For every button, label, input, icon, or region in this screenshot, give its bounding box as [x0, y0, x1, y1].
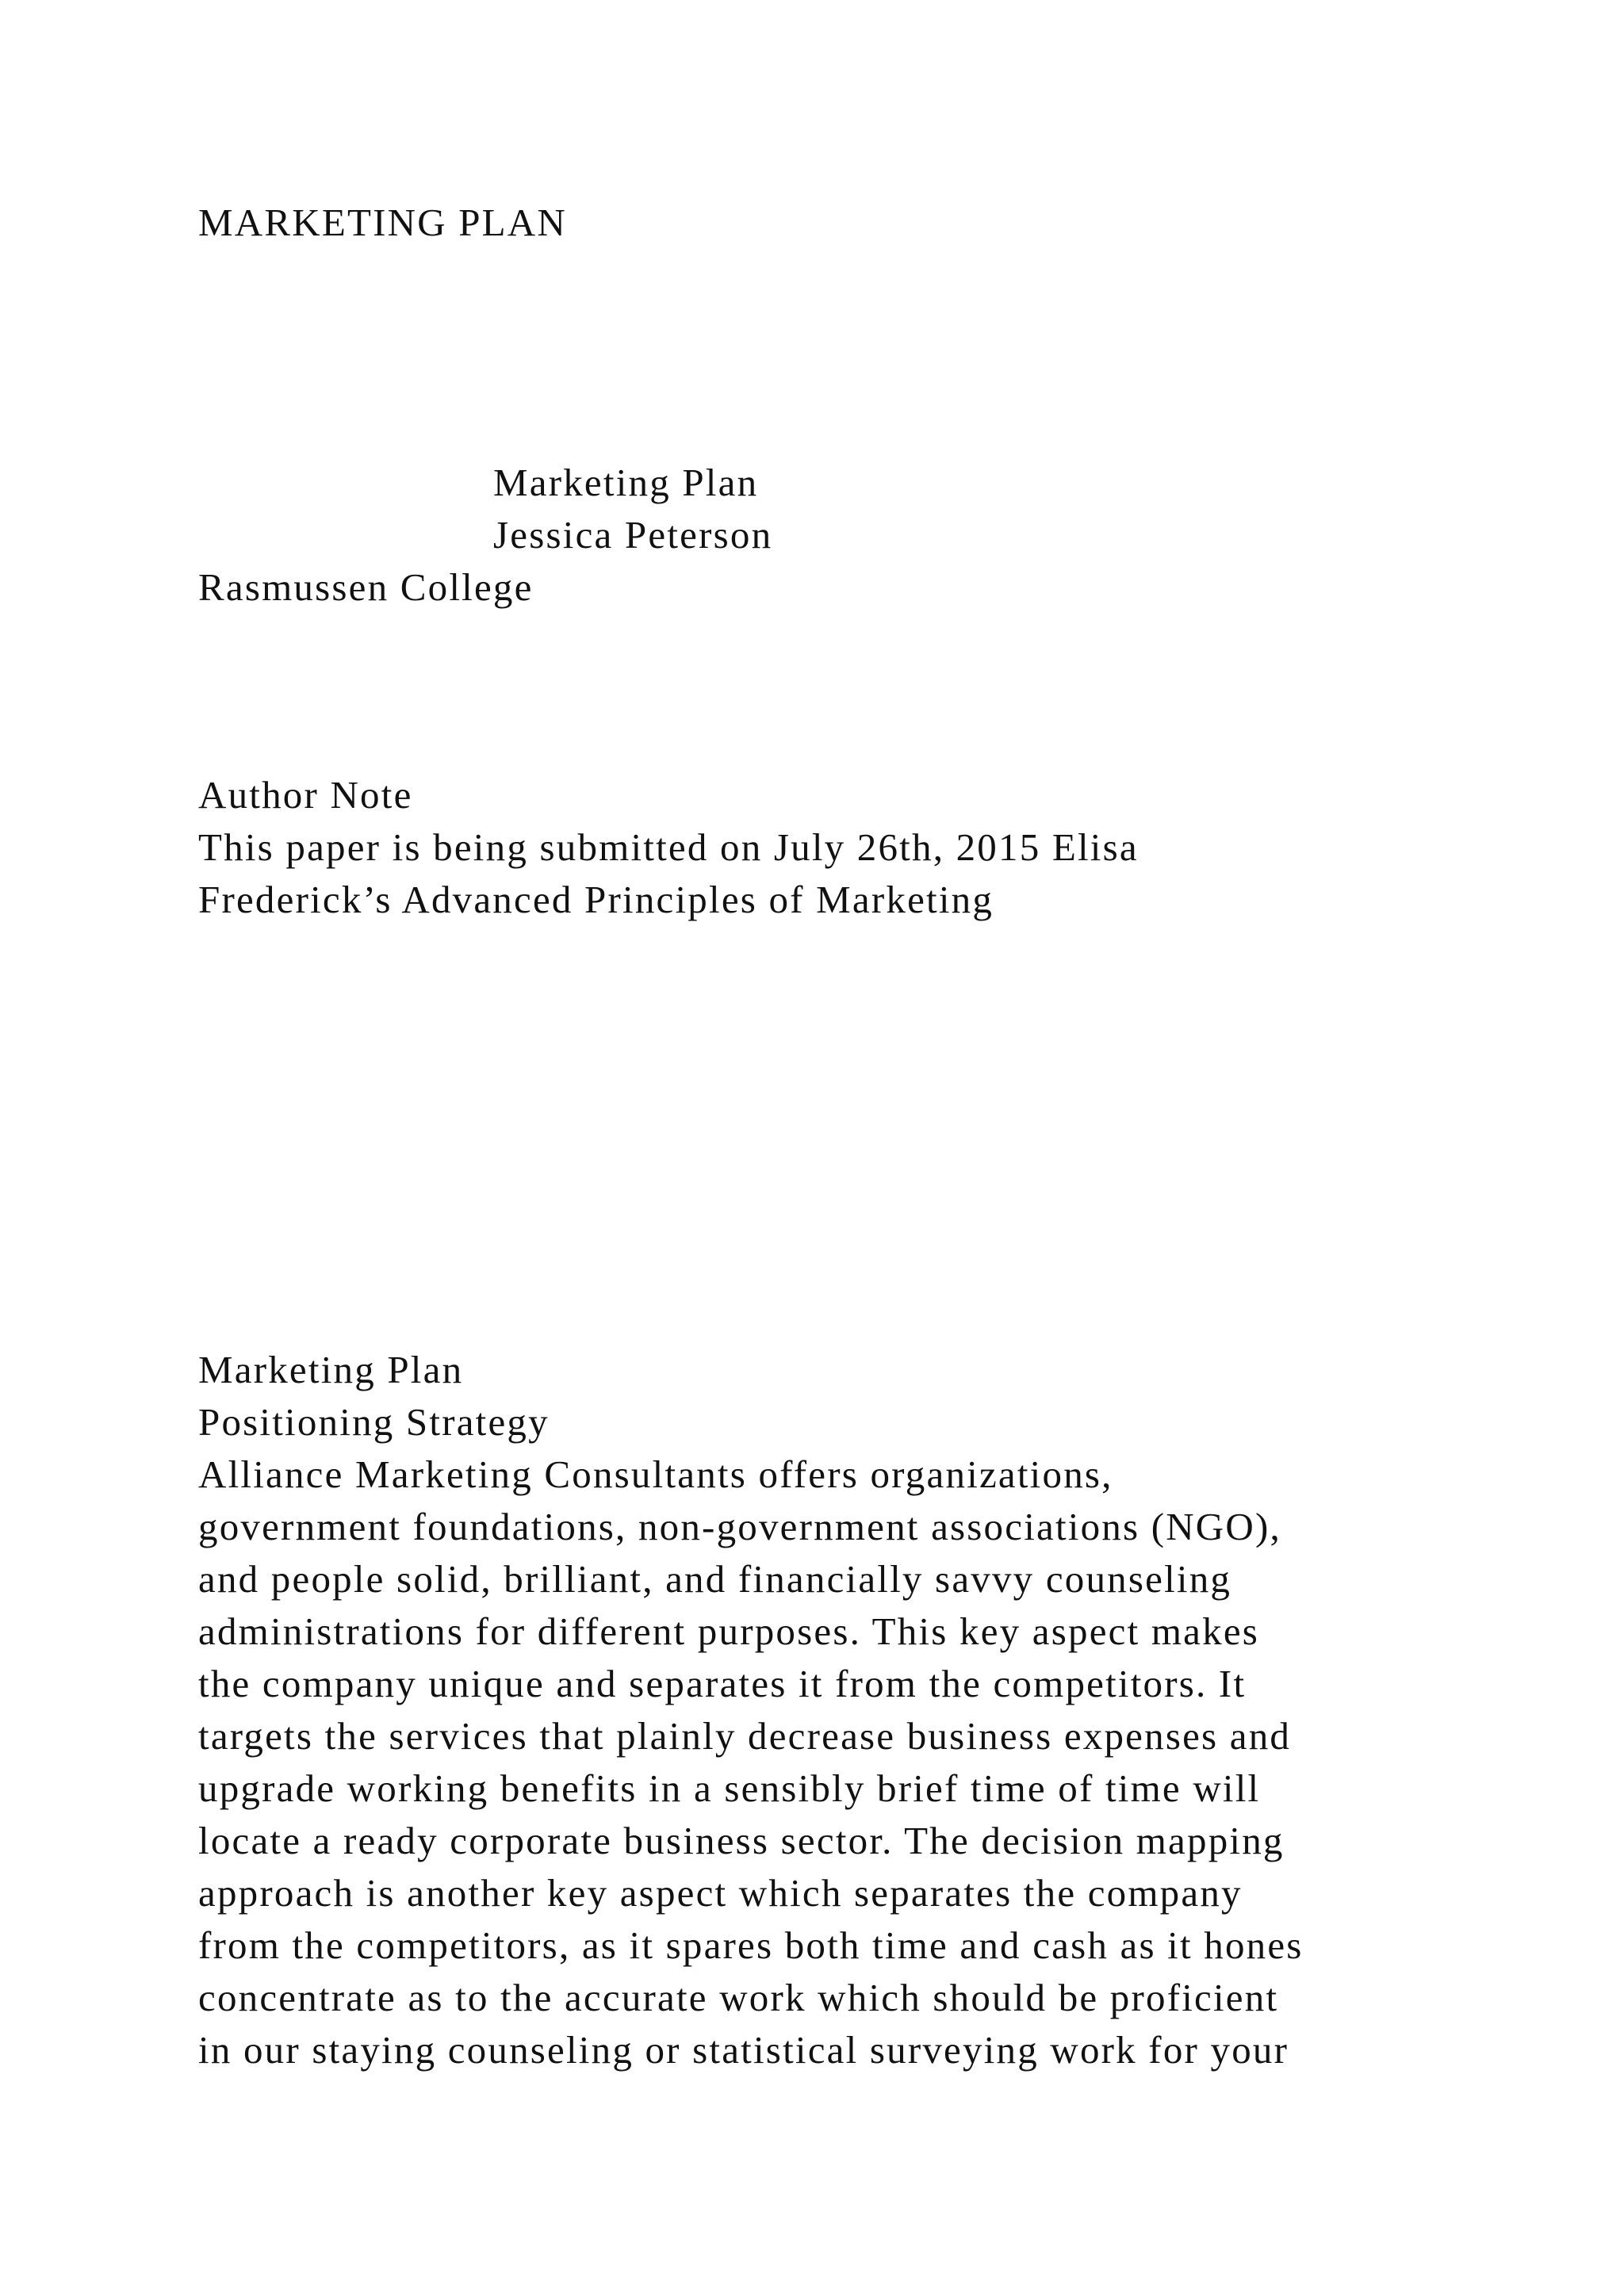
section-heading: Positioning Strategy [198, 1400, 550, 1444]
title-page-institution: Rasmussen College [198, 565, 534, 609]
paragraph-line: government foundations, non-government associations (NGO), [198, 1505, 1281, 1548]
paragraph-line: in our staying counseling or statistical surveying work for your [198, 2028, 1289, 2072]
author-note-heading: Author Note [198, 773, 413, 817]
paragraph-line: locate a ready corporate business sector. The decision mapping [198, 1819, 1285, 1862]
paragraph-line: the company unique and separates it from the competitors. It [198, 1662, 1247, 1705]
paragraph-line: from the competitors, as it spares both time and cash as it hones [198, 1923, 1304, 1967]
author-note-line: This paper is being submitted on July 26th, 2015 Elisa [198, 825, 1139, 869]
paragraph-line: Alliance Marketing Consultants offers organizations, [198, 1452, 1113, 1496]
paragraph-line: administrations for different purposes. This key aspect makes [198, 1609, 1260, 1653]
paragraph-line: concentrate as to the accurate work which should be proficient [198, 1976, 1279, 2019]
running-head: MARKETING PLAN [198, 201, 567, 244]
title-page-title: Marketing Plan [493, 461, 759, 504]
paragraph-line: approach is another key aspect which separates the company [198, 1871, 1243, 1915]
body-title: Marketing Plan [198, 1348, 464, 1391]
paragraph-line: targets the services that plainly decrease business expenses and [198, 1714, 1292, 1758]
paragraph-line: and people solid, brilliant, and financially savvy counseling [198, 1557, 1232, 1601]
paragraph-line: upgrade working benefits in a sensibly brief time of time will [198, 1766, 1261, 1810]
title-page-author: Jessica Peterson [493, 513, 773, 557]
author-note-line: Frederick’s Advanced Principles of Marketing [198, 878, 994, 921]
